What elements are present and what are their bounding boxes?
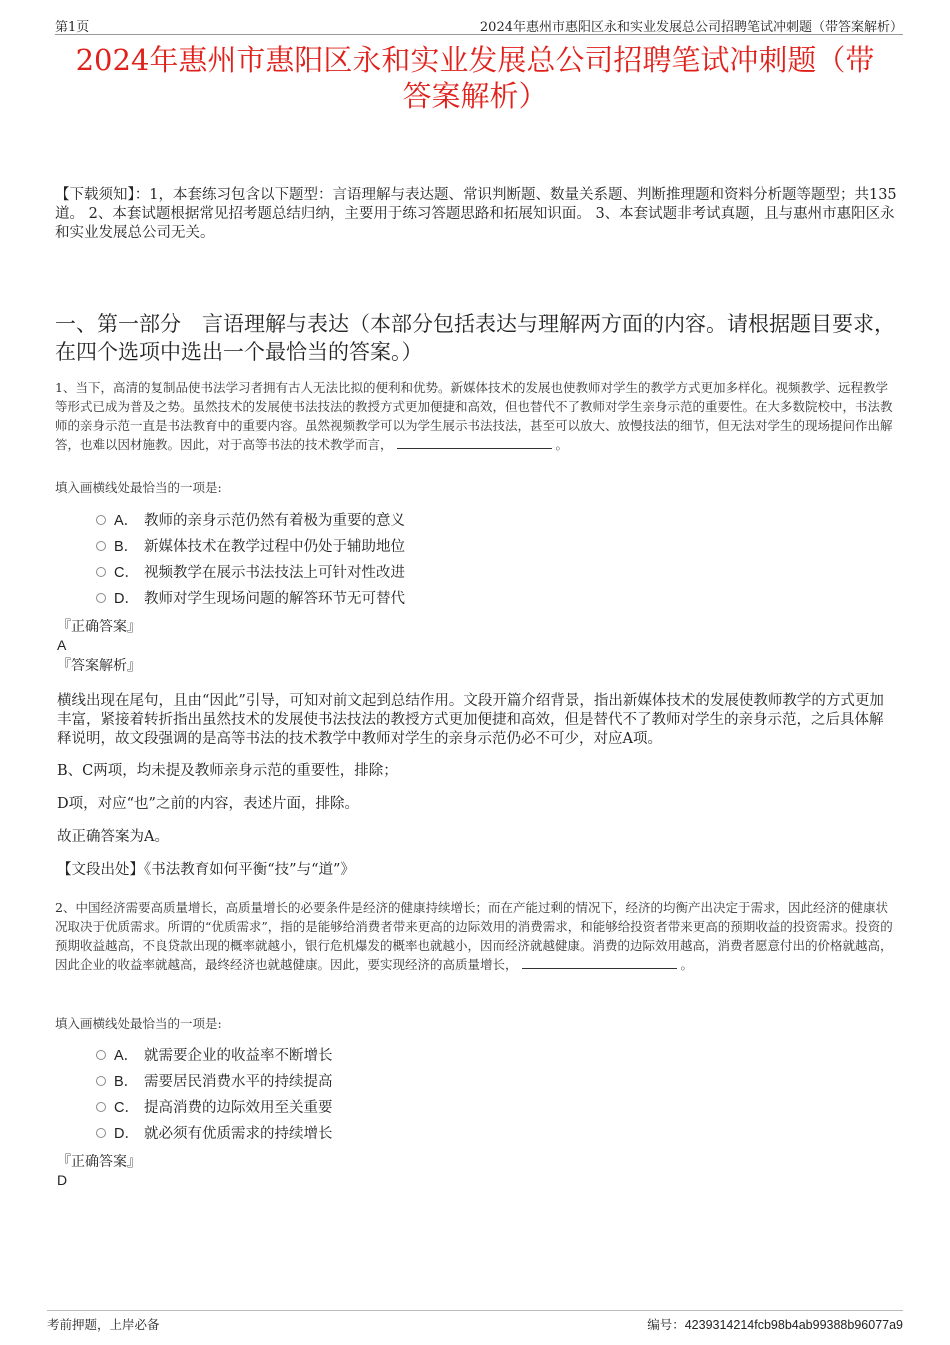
footer-slogan: 考前押题，上岸必备 [47,1317,160,1332]
option-b[interactable] [96,534,405,560]
option-text: 提高消费的边际效用至关重要 [144,1100,333,1116]
footer-code-label: 编号： [647,1317,685,1332]
radio-icon[interactable] [96,567,106,577]
option-text: 教师对学生现场问题的解答环节无可替代 [144,591,405,607]
question-2-end: 。 [680,957,694,972]
question-2-prompt: 填入画横线处最恰当的一项是: [55,1016,222,1031]
footer-code-value: 4239314214fcb98b4ab99388b96077a9 [684,1318,903,1332]
page-number: 第1页 [55,20,90,35]
option-letter: C． [114,565,139,581]
option-text: 新媒体技术在教学过程中仍处于辅助地位 [144,539,405,555]
option-text: 需要居民消费水平的持续提高 [144,1074,333,1090]
analysis-paragraph: 故正确答案为A。 [57,829,169,845]
option-letter: A． [114,1048,139,1064]
option-letter: C． [114,1100,139,1116]
option-a[interactable] [96,508,405,534]
analysis-paragraph: 横线出现在尾句，且由“因此”引导，可知对前文起到总结作用。文段开篇介绍背景，指出新媒体技术的发展使教师教学的方式更加丰富，紧接着转折指出虽然技术的发展使书法技法的教授方式更加便捷和高效，但是替代不了教师对学生的亲身示范，之后具体解释说明，故文段强调的是高等书法的技术教学中教师对学生的亲身示范仍必不可少，对应A项。 [57,693,884,747]
radio-icon[interactable] [96,1050,106,1060]
question-1-options [96,508,405,612]
section-title: 一、第一部分 言语理解与表达（本部分包括表达与理解两方面的内容。请根据题目要求，在四个选项中选出一个最恰当的答案。） [55,312,895,364]
question-1-text: 1、当下，高清的复制品使书法学习者拥有古人无法比拟的便利和优势。新媒体技术的发展也使教师对学生的教学方式更加多样化。视频教学、远程教学等形式已成为普及之势。虽然技术的发展使书法技法的教授方式更加便捷和高效，但也替代不了教师对学生亲身示范的重要性。在大多数院校中，书法教师的亲身示范一直是书法教育中的重要内容。虽然视频教学可以为学生展示书法技法，甚至可以放大、放慢技法的细节，但无法对学生的现场提问作出解答，也难以因材施教。因此，对于高等书法的技术教学而言， [55,380,893,452]
answer-label: 『正确答案』 [57,1154,141,1170]
analysis-paragraph: B、C两项，均未提及教师亲身示范的重要性，排除； [57,763,398,779]
question-1-prompt: 填入画横线处最恰当的一项是: [55,480,222,495]
title-line-1: 2024年惠州市惠阳区永和实业发展总公司招聘笔试冲刺题（带 [75,43,875,77]
page-header [55,14,903,35]
analysis-paragraph: D项，对应“也”之前的内容，表述片面，排除。 [57,796,359,812]
question-2-stem [55,898,895,974]
option-letter: B． [114,539,139,555]
option-text: 就必须有优质需求的持续增长 [144,1126,333,1142]
option-letter: A． [114,513,139,529]
option-letter: D． [114,591,139,607]
radio-icon[interactable] [96,1076,106,1086]
source-citation: 【文段出处】《书法教育如何平衡“技”与“道”》 [57,862,355,878]
option-text: 就需要企业的收益率不断增长 [144,1048,333,1064]
answer-blank [397,437,552,449]
option-d[interactable] [96,1121,333,1147]
answer-blank [522,957,677,969]
option-text: 教师的亲身示范仍然有着极为重要的意义 [144,513,405,529]
radio-icon[interactable] [96,593,106,603]
option-c[interactable] [96,1095,333,1121]
option-letter: D． [114,1126,139,1142]
footer-code [647,1315,903,1333]
analysis-label: 『答案解析』 [57,658,141,674]
option-text: 视频教学在展示书法技法上可针对性改进 [144,565,405,581]
radio-icon[interactable] [96,1102,106,1112]
title-line-2: 答案解析） [402,79,548,113]
page-title [40,42,910,114]
question-2-text: 2、中国经济需要高质量增长，高质量增长的必要条件是经济的健康持续增长；而在产能过剩的情况下，经济的均衡产出决定于需求，因此经济的健康状况取决于优质需求。所谓的“优质需求”，指的是能够给消费者带来更高的边际效用的消费需求，和能够给投资者带来更高的预期收益的投资需求。投资的预期收益越高，不良贷款出现的概率就越小，银行危机爆发的概率也就越小，因而经济就越健康。消费的边际效用越高，消费者愿意付出的价格就越高，因此企业的收益率就越高，最终经济也就越健康。因此，要实现经济的高质量增长， [55,900,893,972]
radio-icon[interactable] [96,541,106,551]
question-1-stem [55,378,895,454]
answer-value: A [57,637,67,653]
answer-value: D [57,1172,68,1188]
page-footer [47,1310,903,1341]
option-letter: B． [114,1074,139,1090]
radio-icon[interactable] [96,515,106,525]
question-2-options [96,1043,333,1147]
question-1-end: 。 [555,437,569,452]
answer-label: 『正确答案』 [57,619,141,635]
option-b[interactable] [96,1069,333,1095]
radio-icon[interactable] [96,1128,106,1138]
option-d[interactable] [96,586,405,612]
option-a[interactable] [96,1043,333,1069]
download-notice: 【下载须知】：1，本套练习包含以下题型：言语理解与表达题、常识判断题、数量关系题、判断推理题和资料分析题等题型；共135道。 2、本套试题根据常见招考题总结归纳，主要用于练习答题思路和拓展知识面。 3、本套试题非考试真题，且与惠州市惠阳区永和实业发展总公司无关。 [55,187,897,241]
option-c[interactable] [96,560,405,586]
header-doc-title: 2024年惠州市惠阳区永和实业发展总公司招聘笔试冲刺题（带答案解析） [479,20,903,35]
